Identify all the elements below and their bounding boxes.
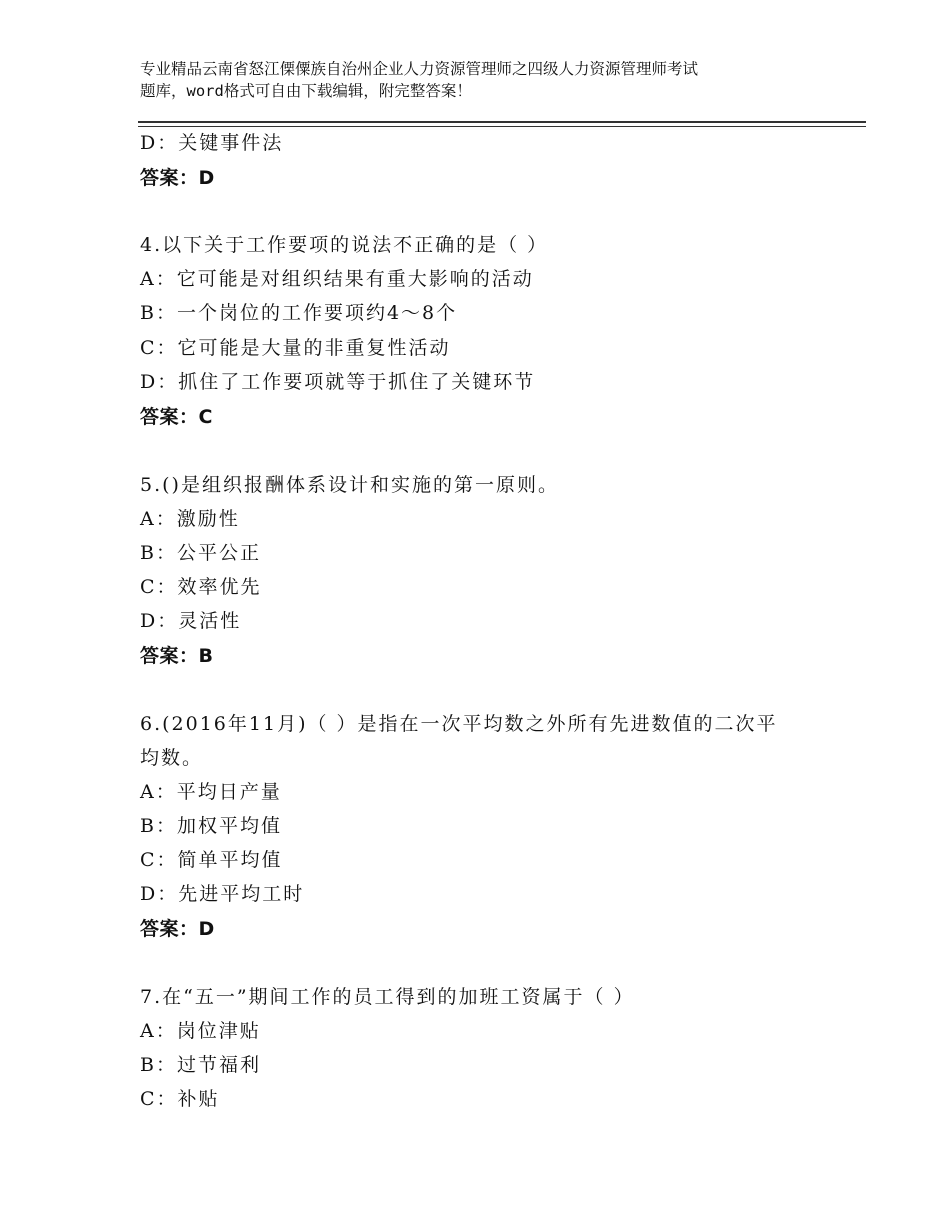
q7-question: 7.在“五一”期间工作的员工得到的加班工资属于（ ） xyxy=(140,986,635,1008)
q3-answer: 答案：D xyxy=(140,167,215,189)
q4-option-d: D：抓住了工作要项就等于抓住了关键环节 xyxy=(140,371,536,393)
q5-option-d: D：灵活性 xyxy=(140,610,242,632)
q4-option-c: C：它可能是大量的非重复性活动 xyxy=(140,337,451,359)
q5-option-b: B：公平公正 xyxy=(140,542,261,564)
q3-option-d: D：关键事件法 xyxy=(140,132,284,154)
q6-option-c: C：简单平均值 xyxy=(140,849,283,871)
header-divider-thick xyxy=(138,121,866,123)
q7-option-c: C：补贴 xyxy=(140,1088,220,1110)
q7-option-a: A：岗位津贴 xyxy=(140,1020,261,1042)
q5-question: 5.()是组织报酬体系设计和实施的第一原则。 xyxy=(140,474,559,496)
q6-option-a: A：平均日产量 xyxy=(140,781,282,803)
q4-question: 4.以下关于工作要项的说法不正确的是（ ） xyxy=(140,234,549,256)
q7-option-b: B：过节福利 xyxy=(140,1054,261,1076)
header-title-line-1: 专业精品云南省怒江傈僳族自治州企业人力资源管理师之四级人力资源管理师考试 xyxy=(140,60,699,78)
q6-answer: 答案：D xyxy=(140,918,215,940)
q6-option-b: B：加权平均值 xyxy=(140,815,282,837)
q5-option-c: C：效率优先 xyxy=(140,576,262,598)
header-title-line-2: 题库，word格式可自由下载编辑，附完整答案！ xyxy=(140,82,472,100)
q4-option-b: B：一个岗位的工作要项约4～8个 xyxy=(140,302,458,324)
q4-option-a: A：它可能是对组织结果有重大影响的活动 xyxy=(140,268,534,290)
q6-question-line-2: 均数。 xyxy=(140,747,204,769)
q5-option-a: A：激励性 xyxy=(140,508,240,530)
q4-answer: 答案：C xyxy=(140,406,213,428)
page-header xyxy=(140,58,840,102)
q6-option-d: D：先进平均工时 xyxy=(140,883,305,905)
q6-question-line-1: 6.(2016年11月)（ ）是指在一次平均数之外所有先进数值的二次平 xyxy=(140,713,778,735)
q5-answer: 答案：B xyxy=(140,645,214,667)
header-divider-thin xyxy=(138,126,866,127)
